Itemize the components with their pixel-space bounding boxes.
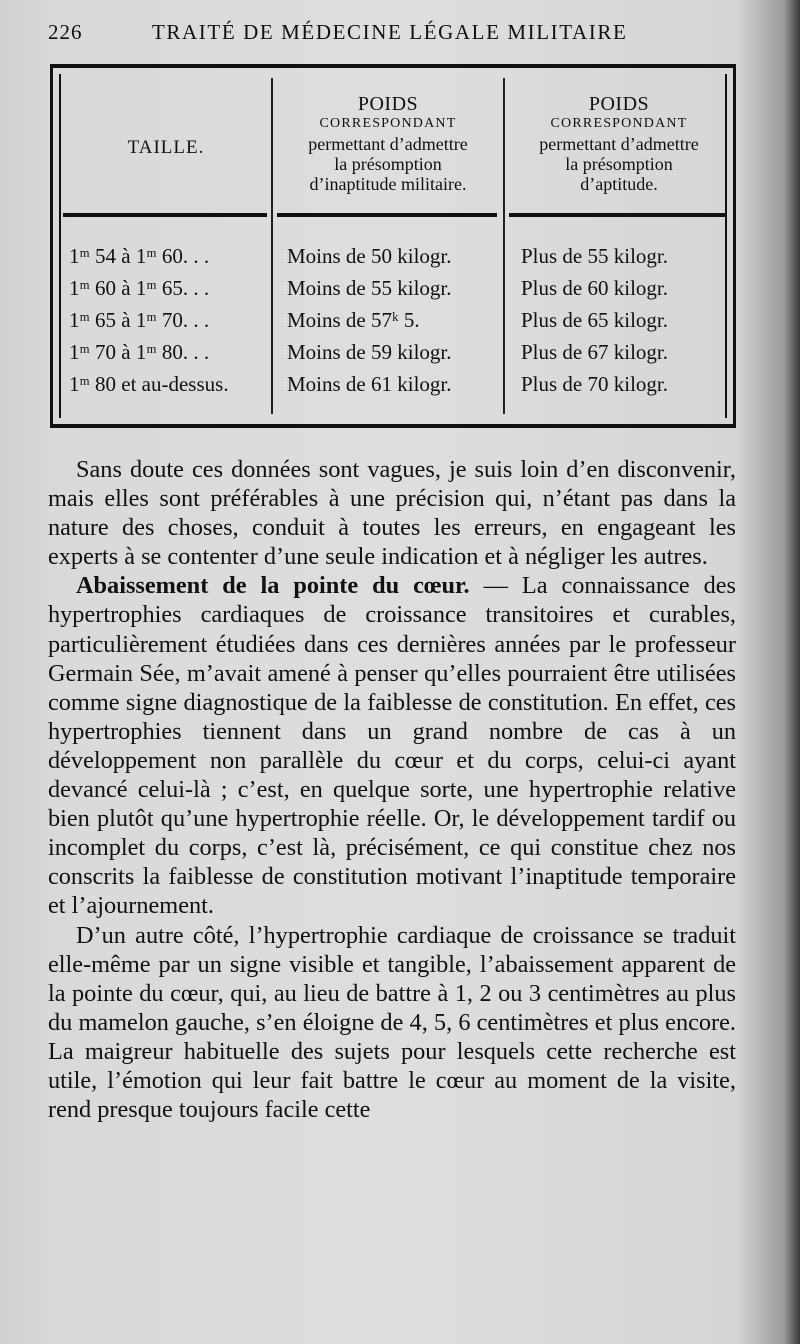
inaptitude-cell: Moins de 61 kilogr. — [287, 372, 452, 396]
table-row — [53, 372, 739, 404]
table-row — [53, 340, 739, 372]
table-row — [53, 276, 739, 308]
weight-height-table — [50, 64, 736, 428]
taille-cell: 1ᵐ 65 à 1ᵐ 70. . . — [69, 308, 210, 332]
running-head — [48, 20, 738, 46]
table-row — [53, 308, 739, 340]
paragraph-text: — La connaissance des hypertrophies cardiaques de croissance transitoires et curables, particulièrement étudiées dans ces dernières années par le professeur Germain Sée, m’avait amené à penser qu’elles pourraient être utilisées comme signe diagnostique de la faiblesse de constitution. En effet, ces hypertrophies tiennent dans un grand nombre de cas à un développement non parallèle du cœur et du corps, celui-ci ayant devancé celui-là ; c’est, en quelque sorte, une hypertrophie relative bien plutôt qu’une hypertrophie réelle. Or, le développement tardif ou incomplet du corps, c’est là, précisément, ce qui constitue chez nos conscrits la faiblesse de constitution motivant l’inaptitude temporaire et l’ajournement. — [48, 572, 736, 920]
header-line: POIDS — [357, 93, 419, 115]
inaptitude-cell: Moins de 50 kilogr. — [287, 244, 452, 268]
body-text — [48, 455, 736, 1124]
section-heading: Abaissement de la pointe du cœur. — [76, 572, 470, 600]
header-line: permettant d’admettre — [308, 134, 468, 154]
taille-cell: 1ᵐ 54 à 1ᵐ 60. . . — [69, 244, 210, 268]
running-title: TRAITÉ DE MÉDECINE LÉGALE MILITAIRE — [152, 20, 628, 44]
paragraph: Sans doute ces données sont vagues, je suis loin d’en disconvenir, mais elles sont préférables à une précision qui, n’étant pas dans la nature des choses, conduit à toutes les erreurs, en engageant les experts à se contenter d’une seule indication et à négliger les autres. — [48, 456, 736, 571]
column-header-taille: TAILLE. — [127, 137, 205, 158]
aptitude-cell: Plus de 60 kilogr. — [521, 276, 669, 300]
header-rule — [277, 213, 497, 217]
aptitude-cell: Plus de 65 kilogr. — [521, 308, 669, 332]
header-line: la présomption — [565, 154, 673, 174]
column-header-inaptitude — [275, 94, 501, 194]
header-line: POIDS — [588, 93, 650, 115]
header-line: d’inaptitude militaire. — [309, 174, 467, 194]
aptitude-cell: Plus de 67 kilogr. — [521, 340, 669, 364]
inaptitude-cell: Moins de 57ᵏ 5. — [287, 308, 420, 332]
taille-cell: 1ᵐ 80 et au-dessus. — [69, 372, 229, 396]
aptitude-cell: Plus de 70 kilogr. — [521, 372, 669, 396]
header-line: la présomption — [334, 154, 442, 174]
taille-cell: 1ᵐ 70 à 1ᵐ 80. . . — [69, 340, 210, 364]
header-line: CORRESPONDANT — [550, 116, 688, 131]
header-line: permettant d’admettre — [539, 134, 699, 154]
header-line: d’aptitude. — [580, 174, 658, 194]
taille-cell: 1ᵐ 60 à 1ᵐ 65. . . — [69, 276, 210, 300]
table-row — [53, 244, 739, 276]
inaptitude-cell: Moins de 59 kilogr. — [287, 340, 452, 364]
page-number: 226 — [48, 20, 83, 44]
header-rule — [63, 213, 267, 217]
inaptitude-cell: Moins de 55 kilogr. — [287, 276, 452, 300]
paragraph: D’un autre côté, l’hypertrophie cardiaque de croissance se traduit elle-même par un signe visible et tangible, l’abaissement apparent de la pointe du cœur, qui, au lieu de battre à 1, 2 ou 3 centimètres au plus du mamelon gauche, s’en éloigne de 4, 5, 6 centimètres et plus encore. La maigreur habituelle des sujets pour lesquels cette recherche est utile, l’émotion qui leur fait battre le cœur au moment de la visite, rend presque toujours facile cette — [48, 921, 736, 1124]
column-header-aptitude — [507, 94, 731, 194]
header-rule — [509, 213, 727, 217]
aptitude-cell: Plus de 55 kilogr. — [521, 244, 669, 268]
header-line: CORRESPONDANT — [319, 116, 457, 131]
paragraph — [48, 571, 736, 920]
